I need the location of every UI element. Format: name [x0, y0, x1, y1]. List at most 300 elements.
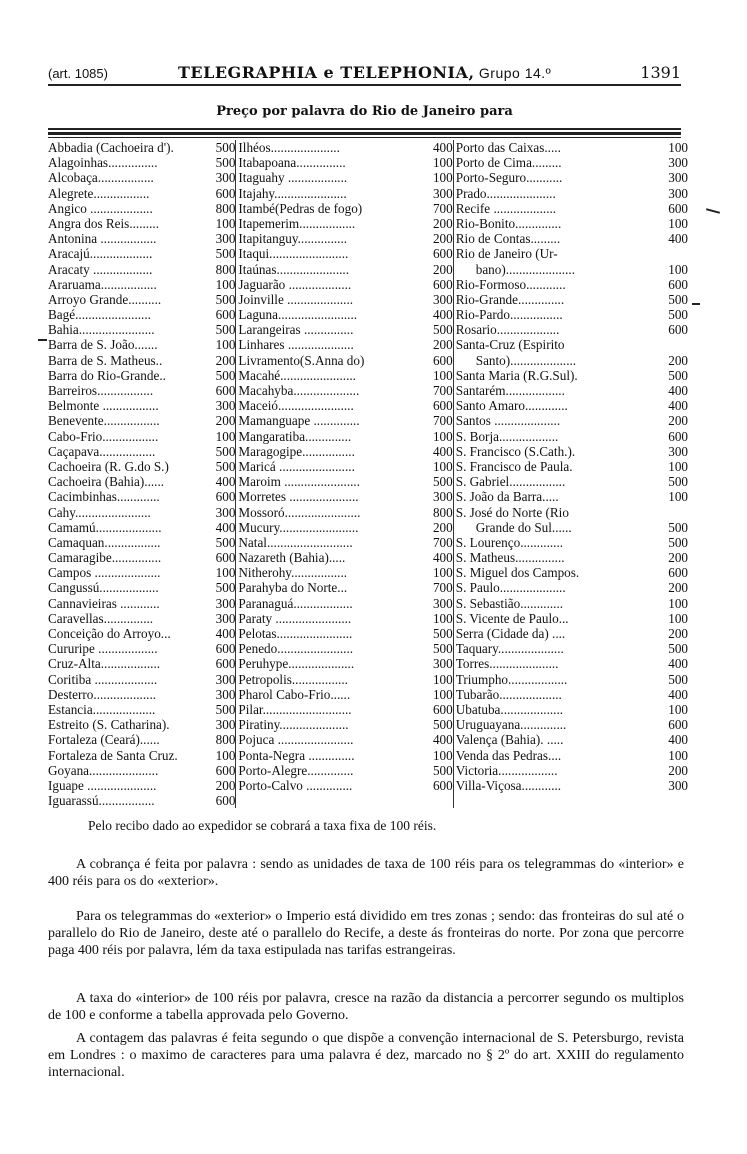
place-name: Laguna........................: [238, 307, 358, 323]
article-ref: (art. 1085): [48, 66, 108, 81]
price-value: 500: [432, 474, 453, 490]
table-row: [236, 626, 452, 641]
place-name: Caravellas...............: [48, 610, 154, 626]
price-value: 600: [215, 383, 236, 398]
place-name: Cacimbinhas.............: [48, 489, 160, 505]
table-row: [454, 216, 688, 231]
price-value: 500: [432, 717, 453, 733]
price-value: 100: [432, 671, 453, 687]
place-name: Piratiny.....................: [238, 717, 349, 733]
place-name: Aracaty ..................: [48, 261, 153, 277]
place-name: Villa-Viçosa............: [455, 777, 562, 793]
place-name: Itapemerim.................: [238, 215, 356, 231]
place-name: Itaúnas......................: [238, 261, 350, 277]
place-name: Mamanguape ..............: [238, 413, 360, 429]
table-row: [236, 565, 452, 580]
table-row: [236, 778, 452, 793]
table-row: [454, 672, 688, 687]
price-value: 200: [668, 762, 688, 778]
price-value: 300: [668, 777, 688, 793]
price-table: [48, 140, 688, 808]
place-name: S. Francisco de Paula.: [455, 458, 573, 474]
table-row: [48, 672, 235, 687]
table-row: [454, 763, 688, 778]
place-name: S. Miguel dos Campos.: [455, 565, 580, 581]
price-value: 300: [668, 155, 688, 171]
place-name: Goyana.....................: [48, 762, 159, 778]
place-name: S. Sebastião.............: [455, 595, 564, 611]
price-value: 600: [432, 777, 453, 793]
table-row: [236, 535, 452, 550]
table-row: [454, 474, 688, 489]
place-name: Barra do Rio-Grande..: [48, 367, 166, 383]
price-value: 700: [432, 580, 453, 596]
price-value: 100: [432, 686, 453, 702]
table-row: [454, 565, 688, 580]
place-name: S. Lourenço.............: [455, 534, 564, 550]
place-name: Pelotas.......................: [238, 626, 353, 641]
place-name: Maceió.......................: [238, 398, 354, 414]
place-name: Linhares ....................: [238, 337, 354, 353]
price-value: 200: [668, 550, 688, 566]
table-row: [454, 687, 688, 702]
table-row: [48, 489, 235, 504]
table-row: [48, 444, 235, 459]
table-row: [236, 748, 452, 763]
place-name: Angra dos Reis.........: [48, 215, 159, 231]
table-row: [454, 231, 688, 246]
place-name: Itambé(Pedras de fogo): [238, 200, 363, 216]
price-value: 100: [432, 367, 453, 383]
place-name: Cururipe ..................: [48, 641, 158, 657]
place-name: Alcobaça.................: [48, 170, 154, 186]
table-row: [236, 307, 452, 322]
table-row: [454, 201, 688, 216]
table-row: [48, 702, 235, 717]
table-row: [454, 383, 688, 398]
price-value: 100: [215, 215, 236, 231]
table-row: [236, 413, 452, 428]
place-name: Nazareth (Bahia).....: [238, 550, 346, 566]
price-value: 200: [432, 231, 453, 247]
table-row: [236, 520, 452, 535]
place-name: Pharol Cabo-Frio......: [238, 686, 351, 702]
price-value: 500: [668, 291, 688, 307]
price-value: 400: [432, 550, 453, 566]
place-name: Maroim .......................: [238, 474, 361, 490]
table-row: [236, 763, 452, 778]
price-value: 100: [215, 565, 236, 581]
table-row: [48, 429, 235, 444]
place-name: Antonina .................: [48, 231, 157, 247]
place-name: Cannavieiras ............: [48, 595, 160, 611]
price-value: 300: [432, 595, 453, 611]
place-name: Grande do Sul......: [475, 519, 572, 535]
divider: [48, 132, 681, 135]
price-value: 500: [215, 322, 236, 338]
table-row: [48, 535, 235, 550]
place-name: Petropolis.................: [238, 671, 348, 687]
price-value: 300: [432, 291, 453, 307]
price-value: 100: [432, 458, 453, 474]
place-name: Porto-Seguro...........: [455, 170, 563, 186]
place-name: Santos ....................: [455, 413, 561, 429]
table-row: [236, 717, 452, 732]
place-name: Cachoeira (R. G.do S.): [48, 458, 169, 474]
table-row: [236, 155, 452, 170]
table-row: [454, 413, 688, 428]
table-column-1: [48, 140, 235, 808]
table-row: [454, 611, 688, 626]
place-name: Mucury........................: [238, 519, 359, 535]
place-name: Larangeiras ...............: [238, 322, 354, 338]
table-row: [454, 778, 688, 793]
price-value: 200: [432, 519, 453, 535]
place-name: Paraty .......................: [238, 610, 352, 626]
page-title: [178, 63, 551, 82]
table-row: [48, 611, 235, 626]
table-row: [454, 580, 688, 595]
place-name: Pilar...........................: [238, 701, 352, 717]
place-name: Venda das Pedras....: [455, 747, 562, 763]
place-name: Cabo-Frio.................: [48, 428, 159, 444]
divider: [48, 128, 681, 130]
title-text: TELEGRAPHIA e TELEPHONIA,: [178, 63, 475, 82]
price-value: 800: [215, 261, 236, 277]
paragraph: [48, 856, 684, 890]
place-name: Macahyba....................: [238, 383, 360, 398]
place-name: Santarém..................: [455, 383, 565, 398]
price-value: 500: [668, 671, 688, 687]
table-row: [454, 246, 688, 261]
place-name: Rio-Formoso............: [455, 276, 566, 292]
price-value: 400: [668, 686, 688, 702]
table-row: [48, 459, 235, 474]
paragraph: [48, 1030, 684, 1081]
table-row: [48, 201, 235, 216]
table-row: [48, 505, 235, 520]
table-row: [48, 413, 235, 428]
paragraph-text: A taxa do «interior» de 100 réis por palavra, cresce na razão da distancia a percorrer segundo os multiplos de 100 e conforme a tabella approvada pelo Governo.: [48, 991, 684, 1023]
table-row: [48, 383, 235, 398]
place-name: Maragogipe................: [238, 443, 355, 459]
table-row: [236, 505, 452, 520]
place-name: Mangaratiba..............: [238, 428, 352, 444]
table-row: [48, 748, 235, 763]
table-row: [454, 626, 688, 641]
place-name: Campos ....................: [48, 565, 161, 581]
place-name: Mossoró.......................: [238, 504, 361, 520]
price-value: 600: [432, 701, 453, 717]
price-value: 600: [215, 550, 236, 566]
price-value: 300: [215, 686, 236, 702]
price-value: 100: [668, 261, 688, 277]
table-row: [48, 687, 235, 702]
price-value: 300: [215, 595, 236, 611]
place-name: Cangussú..................: [48, 580, 159, 596]
price-value: 300: [215, 231, 236, 247]
place-name: Taquary....................: [455, 641, 564, 657]
price-value: 600: [215, 641, 236, 657]
place-name: S. Matheus...............: [455, 550, 565, 566]
table-row: [48, 550, 235, 565]
table-row: [236, 656, 452, 671]
table-row: [236, 702, 452, 717]
table-row: [48, 778, 235, 793]
price-value: 300: [668, 443, 688, 459]
table-row: [454, 550, 688, 565]
table-column-3: [453, 140, 688, 808]
price-value: 300: [215, 398, 236, 414]
place-name: Belmonte .................: [48, 398, 159, 414]
place-name: Arroyo Grande..........: [48, 291, 162, 307]
price-value: 300: [432, 185, 453, 201]
place-name: Prado.....................: [455, 185, 556, 201]
table-row: [48, 170, 235, 185]
place-name: Barra de S. João.......: [48, 337, 158, 353]
place-name: Estancia...................: [48, 701, 156, 717]
place-name: Porto-Alegre..............: [238, 762, 354, 778]
table-row: [48, 140, 235, 155]
table-row: [454, 353, 688, 368]
table-row: [236, 186, 452, 201]
price-value: 300: [432, 489, 453, 505]
place-name: Ilhéos.....................: [238, 140, 340, 155]
price-value: 500: [432, 762, 453, 778]
price-value: 300: [432, 656, 453, 672]
table-row: [454, 641, 688, 656]
table-row: [454, 732, 688, 747]
place-name: S. Gabriel.................: [455, 474, 566, 490]
table-column-2: [235, 140, 452, 808]
price-value: [654, 337, 688, 352]
price-value: 400: [432, 443, 453, 459]
table-row: [454, 398, 688, 413]
group-label: Grupo 14.º: [474, 65, 552, 81]
table-row: [236, 732, 452, 747]
price-value: 500: [215, 443, 236, 459]
price-value: 200: [668, 626, 688, 641]
price-value: 100: [668, 610, 688, 626]
place-name: Tubarão...................: [455, 686, 562, 702]
table-row: [236, 641, 452, 656]
place-name: Santo Amaro.............: [455, 398, 568, 414]
place-name: Jaguarão ...................: [238, 276, 352, 292]
table-row: [48, 322, 235, 337]
place-name: Araruama.................: [48, 276, 157, 292]
price-value: 100: [432, 170, 453, 186]
price-value: 500: [215, 701, 236, 717]
place-name: Porto das Caixas.....: [455, 140, 561, 155]
table-row: [454, 429, 688, 444]
table-row: [236, 611, 452, 626]
place-name: Conceição do Arroyo...: [48, 626, 171, 641]
place-name: S. Paulo....................: [455, 580, 566, 596]
price-value: 400: [668, 231, 688, 247]
place-name: Rio-Grande..............: [455, 291, 565, 307]
place-name: Recife ...................: [455, 200, 557, 216]
price-value: 500: [432, 322, 453, 338]
place-name: Itabapoana...............: [238, 155, 346, 171]
table-row: [454, 186, 688, 201]
price-value: 400: [432, 732, 453, 748]
table-row: [236, 231, 452, 246]
place-name: Santo)....................: [475, 352, 577, 368]
place-name: S. João da Barra.....: [455, 489, 559, 505]
price-value: 600: [668, 200, 688, 216]
place-name: Camamú....................: [48, 519, 162, 535]
margin-mark: [38, 339, 47, 341]
table-row: [454, 535, 688, 550]
paragraph-text: A cobrança é feita por palavra : sendo as unidades de taxa de 100 réis para os telegrammas do «interior» e 400 réis para os do «exterior».: [48, 857, 684, 889]
place-name: Rio-Pardo................: [455, 307, 563, 323]
place-name: Cruz-Alta..................: [48, 656, 161, 672]
table-row: [48, 246, 235, 261]
place-name: Macahé.......................: [238, 367, 356, 383]
price-value: 100: [668, 701, 688, 717]
place-name: Iguarassú.................: [48, 793, 155, 809]
price-value: 600: [432, 246, 453, 262]
price-value: 100: [668, 458, 688, 474]
place-name: bano).....................: [475, 261, 575, 277]
table-row: [236, 277, 452, 292]
price-value: 500: [432, 626, 453, 641]
price-value: 500: [215, 458, 236, 474]
price-value: 600: [215, 762, 236, 778]
place-name: Nitherohy.................: [238, 565, 348, 581]
table-row: [48, 398, 235, 413]
page-number: 1391: [640, 63, 681, 82]
place-name: Alagoinhas...............: [48, 155, 158, 171]
place-name: Rosario...................: [455, 322, 560, 338]
table-row: [236, 246, 452, 261]
table-row: [454, 292, 688, 307]
price-value: 300: [215, 610, 236, 626]
place-name: Rio de Contas.........: [455, 231, 561, 247]
price-value: 100: [432, 747, 453, 763]
table-row: [454, 702, 688, 717]
place-name: Rio de Janeiro (Ur-: [455, 246, 558, 262]
table-row: [454, 748, 688, 763]
price-value: 400: [668, 398, 688, 414]
price-value: 600: [432, 276, 453, 292]
price-value: 800: [215, 732, 236, 748]
price-value: 500: [668, 367, 688, 383]
place-name: Itaguahy ..................: [238, 170, 348, 186]
price-value: 300: [215, 671, 236, 687]
price-value: [654, 505, 688, 520]
place-name: Itaqui........................: [238, 246, 349, 262]
price-value: 300: [215, 170, 236, 186]
place-name: Rio-Bonito..............: [455, 215, 562, 231]
place-name: Paranaguá..................: [238, 595, 353, 611]
price-value: 500: [668, 519, 688, 535]
table-row: [236, 337, 452, 352]
price-value: 200: [668, 580, 688, 596]
price-value: 100: [668, 489, 688, 505]
paragraph: [48, 990, 684, 1024]
table-row: [454, 656, 688, 671]
place-name: Penedo.......................: [238, 641, 354, 657]
price-value: 600: [215, 793, 236, 809]
price-value: 600: [668, 717, 688, 733]
table-row: [48, 641, 235, 656]
price-value: 200: [215, 413, 236, 429]
price-value: 400: [215, 626, 236, 641]
margin-mark: [692, 303, 700, 305]
price-value: 200: [432, 261, 453, 277]
price-value: 500: [668, 307, 688, 323]
place-name: Parahyba do Norte...: [238, 580, 348, 596]
table-row: [236, 596, 452, 611]
table-row: [236, 262, 452, 277]
table-row: [236, 687, 452, 702]
table-row: [48, 474, 235, 489]
price-value: 100: [432, 155, 453, 171]
price-value: 600: [432, 398, 453, 414]
price-value: 200: [668, 413, 688, 429]
table-row: [48, 565, 235, 580]
table-row: [454, 520, 688, 535]
price-value: 700: [432, 383, 453, 398]
price-value: 100: [668, 595, 688, 611]
price-value: 300: [668, 185, 688, 201]
paragraph-text: A contagem das palavras é feita segundo o que dispõe a convenção internacional de S. Petersburgo, revista em Londres : o maximo de caracteres para uma palavra é dez, marcado no § 2º do art. XXIII do regulamento internacional.: [48, 1031, 684, 1080]
table-row: [236, 398, 452, 413]
place-name: Ponta-Negra ..............: [238, 747, 355, 763]
place-name: Abbadia (Cachoeira d').: [48, 140, 174, 155]
table-row: [48, 262, 235, 277]
table-row: [236, 140, 452, 155]
price-value: 100: [668, 215, 688, 231]
price-value: 500: [215, 367, 236, 383]
place-name: Maricá .......................: [238, 458, 355, 474]
table-row: [454, 262, 688, 277]
place-name: Valença (Bahia). .....: [455, 732, 564, 748]
price-value: 400: [215, 474, 236, 490]
table-row: [236, 672, 452, 687]
price-value: 700: [432, 413, 453, 429]
place-name: Serra (Cidade da) ....: [455, 626, 566, 641]
price-value: 100: [432, 610, 453, 626]
place-name: Torres.....................: [455, 656, 559, 672]
place-name: Barra de S. Matheus..: [48, 352, 163, 368]
price-value: 500: [215, 140, 236, 155]
price-value: [654, 246, 688, 261]
place-name: Fortaleza de Santa Cruz.: [48, 747, 178, 763]
price-value: 600: [215, 307, 236, 323]
margin-mark: [706, 208, 720, 214]
table-row: [454, 368, 688, 383]
place-name: Bagé.......................: [48, 307, 151, 323]
price-value: 400: [668, 656, 688, 672]
price-value: 400: [668, 732, 688, 748]
place-name: Itapitanguy...............: [238, 231, 348, 247]
price-value: 300: [215, 717, 236, 733]
price-value: 600: [668, 428, 688, 444]
price-value: 400: [215, 519, 236, 535]
table-row: [454, 337, 688, 352]
place-name: Uruguayana..............: [455, 717, 567, 733]
price-value: 100: [215, 276, 236, 292]
table-row: [48, 186, 235, 201]
table-row: [48, 292, 235, 307]
place-name: Triumpho..................: [455, 671, 568, 687]
table-row: [236, 429, 452, 444]
place-name: Victoria..................: [455, 762, 558, 778]
price-value: 100: [215, 428, 236, 444]
place-name: Porto-Calvo ..............: [238, 777, 353, 793]
